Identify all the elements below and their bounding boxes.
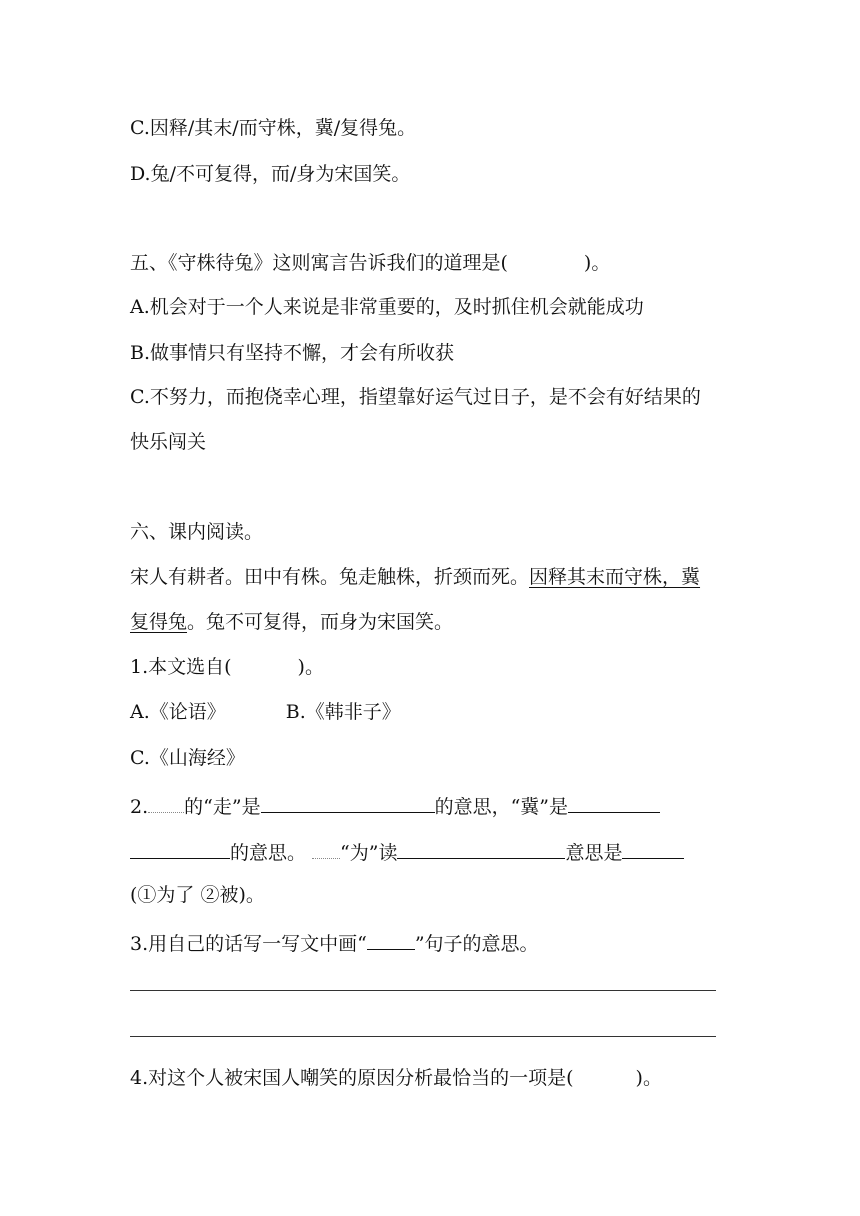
sub-question-2-line-2: 的意思。 “为”读 意思是 [130, 838, 684, 865]
answer-blank-wei-reading[interactable] [397, 838, 565, 859]
passage-line-1: 宋人有耕者。田中有株。兔走触株，折颈而死。因释其末而守株，冀 [130, 566, 701, 588]
sub-question-1: 1.本文选自( )。 [130, 656, 324, 678]
option-c-q4: C.因释/其末/而守株，冀/复得兔。 [130, 117, 417, 139]
answer-blank-wei-meaning[interactable] [622, 838, 684, 859]
option-a-q5: A.机会对于一个人来说是非常重要的，及时抓住机会就能成功 [130, 296, 644, 318]
answer-line-1[interactable] [130, 990, 716, 991]
answer-blank-ji-part-1[interactable] [568, 792, 660, 813]
passage-line-2: 复得兔。兔不可复得，而身为宋国笑。 [130, 611, 454, 633]
option-a-s1: A.《论语》 [130, 701, 226, 723]
option-b-q5: B.做事情只有坚持不懈，才会有所收获 [130, 342, 455, 364]
underlined-sentence-part-2: 复得兔 [130, 611, 188, 633]
section-footer-label: 快乐闯关 [130, 431, 207, 453]
answer-blank-zou[interactable] [261, 792, 435, 813]
sub-question-4: 4.对这个人被宋国人嘲笑的原因分析最恰当的一项是( )。 [130, 1067, 662, 1089]
question-5-title: 五、《守株待兔》这则寓言告诉我们的道理是( )。 [130, 252, 611, 274]
underline-sample [367, 929, 415, 950]
answer-line-2[interactable] [130, 1036, 716, 1037]
sub-question-1-options-row [130, 700, 401, 724]
sub-question-2-line-1: 2. 的“走”是 的意思，“冀”是 [130, 792, 660, 819]
sub-question-2-line-3: (①为了 ②被)。 [130, 884, 265, 906]
option-d-q4: D.兔/不可复得，而/身为宋国笑。 [130, 163, 411, 185]
option-b-s1: B.《韩非子》 [285, 701, 401, 723]
option-c-s1: C.《山海经》 [130, 747, 245, 769]
question-6-title: 六、课内阅读。 [130, 521, 264, 543]
sub-question-3: 3.用自己的话写一写文中画“ ”句子的意思。 [130, 929, 539, 956]
dotted-blank-1[interactable] [148, 794, 184, 813]
answer-blank-ji-part-2[interactable] [130, 838, 230, 859]
option-c-q5: C.不努力，而抱侥幸心理，指望靠好运气过日子，是不会有好结果的 [130, 386, 701, 408]
dotted-blank-2[interactable] [312, 840, 340, 859]
underlined-sentence-part-1: 因释其末而守株，冀 [529, 566, 701, 588]
